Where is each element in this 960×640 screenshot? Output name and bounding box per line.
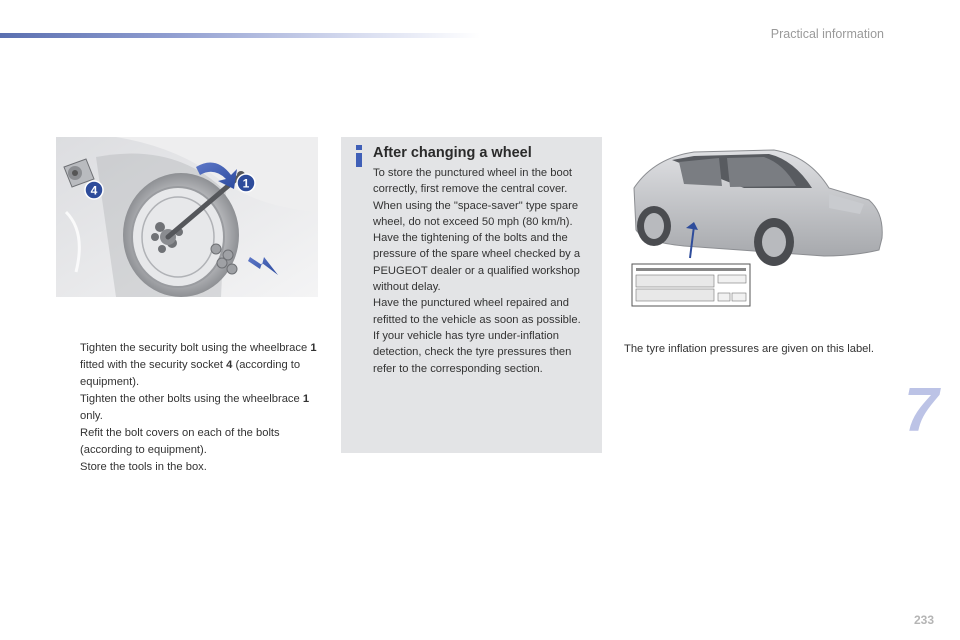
tightening-instructions-list: [60, 340, 320, 476]
callout-4: [85, 181, 103, 199]
svg-text:4: 4: [90, 183, 98, 198]
callout-1: [237, 174, 255, 192]
info-paragraph: Have the punctured wheel repaired and refitted to the vehicle as soon as possible.: [373, 297, 581, 326]
list-item: Tighten the security bolt using the wheelbrace 1 fitted with the security socket 4 (according to equipment).: [80, 342, 317, 388]
wheel-change-illustration: [56, 137, 318, 297]
info-paragraph: To store the punctured wheel in the boot correctly, first remove the central cover.: [373, 167, 573, 196]
list-item: Tighten the other bolts using the wheelbrace 1 only.: [80, 393, 310, 422]
info-paragraph: Have the tightening of the bolts and the pressure of the spare wheel checked by a PEUGEOT dealer or a qualified workshop without delay.: [373, 232, 581, 294]
chapter-number: 7: [904, 376, 939, 445]
info-box-body: [373, 165, 595, 377]
header-accent-bar: [0, 33, 480, 38]
page-number: 233: [914, 613, 935, 627]
svg-text:1: 1: [242, 176, 250, 191]
tyre-pressure-label: [632, 264, 750, 306]
car-with-pressure-label-illustration: [624, 138, 886, 310]
section-title: Practical information: [770, 27, 884, 41]
info-box-title: After changing a wheel: [373, 145, 532, 161]
tyre-pressure-note: The tyre inflation pressures are given on this label.: [624, 343, 874, 355]
info-paragraph: When using the "space-saver" type spare wheel, do not exceed 50 mph (80 km/h).: [373, 199, 579, 228]
list-item: Store the tools in the box.: [80, 461, 207, 473]
info-icon: [353, 145, 365, 167]
info-paragraph: If your vehicle has tyre under-inflation detection, check the tyre pressures then refer to the corresponding section.: [373, 329, 572, 375]
after-changing-wheel-box: [341, 137, 602, 453]
list-item: Refit the bolt covers on each of the bolts (according to equipment).: [80, 427, 280, 456]
